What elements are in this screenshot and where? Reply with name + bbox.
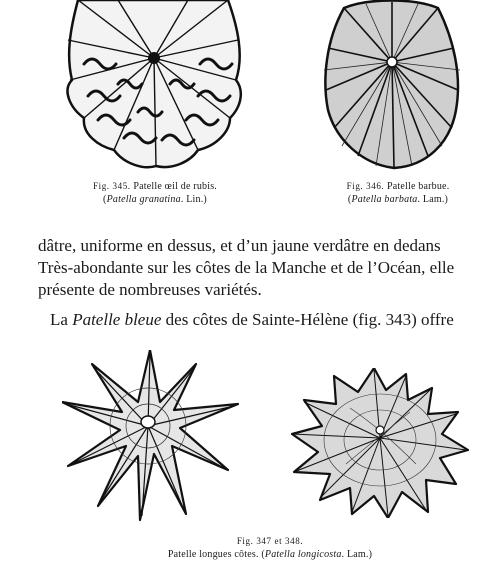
body-line: La Patelle bleue des côtes de Sainte-Hélène (fig. 343) offre [50, 310, 454, 329]
species-name: Patelle bleue [72, 310, 162, 329]
latin-name: Patella longicosta [264, 549, 342, 560]
figure-number: Fig. 345. [93, 181, 131, 191]
figure-number: Fig. 346. [346, 181, 385, 191]
caption-fig-346 [318, 180, 478, 206]
body-line: Très-abondante sur les côtes de la Manche et de l’Océan, elle [38, 258, 455, 277]
body-line: dâtre, uniforme en dessus, et d’un jaune verdâtre en dedans [38, 236, 441, 255]
figure-name: Patelle longues côtes. ( [167, 549, 265, 560]
caption-fig-345-latin: (Patella granatina. Lin.) [103, 194, 207, 205]
caption-fig-347-348-latin: Patelle longues côtes. (Patella longicosta. Lam.) [167, 549, 373, 560]
figure-name: Patelle œil de rubis. [133, 181, 217, 192]
caption-fig-345-title [60, 180, 250, 193]
latin-name: Patella granatina [106, 194, 181, 205]
caption-fig-345 [60, 180, 250, 206]
shell-illustration-fig-348 [290, 368, 470, 518]
shell-illustration-fig-346 [322, 0, 462, 172]
body-line: présente de nombreuses variétés. [38, 280, 262, 299]
shell-illustration-fig-345 [58, 0, 248, 172]
figure-number: Fig. 347 et 348. [236, 536, 304, 546]
latin-name: Patella barbata [351, 194, 418, 205]
caption-fig-346-latin: (Patella barbata. Lam.) [347, 194, 449, 205]
figure-name: Patelle barbue. [386, 181, 450, 192]
caption-fig-346-title [318, 180, 478, 193]
body-text [38, 235, 490, 331]
shell-illustration-fig-347 [62, 350, 242, 525]
caption-fig-347-348 [100, 535, 440, 561]
